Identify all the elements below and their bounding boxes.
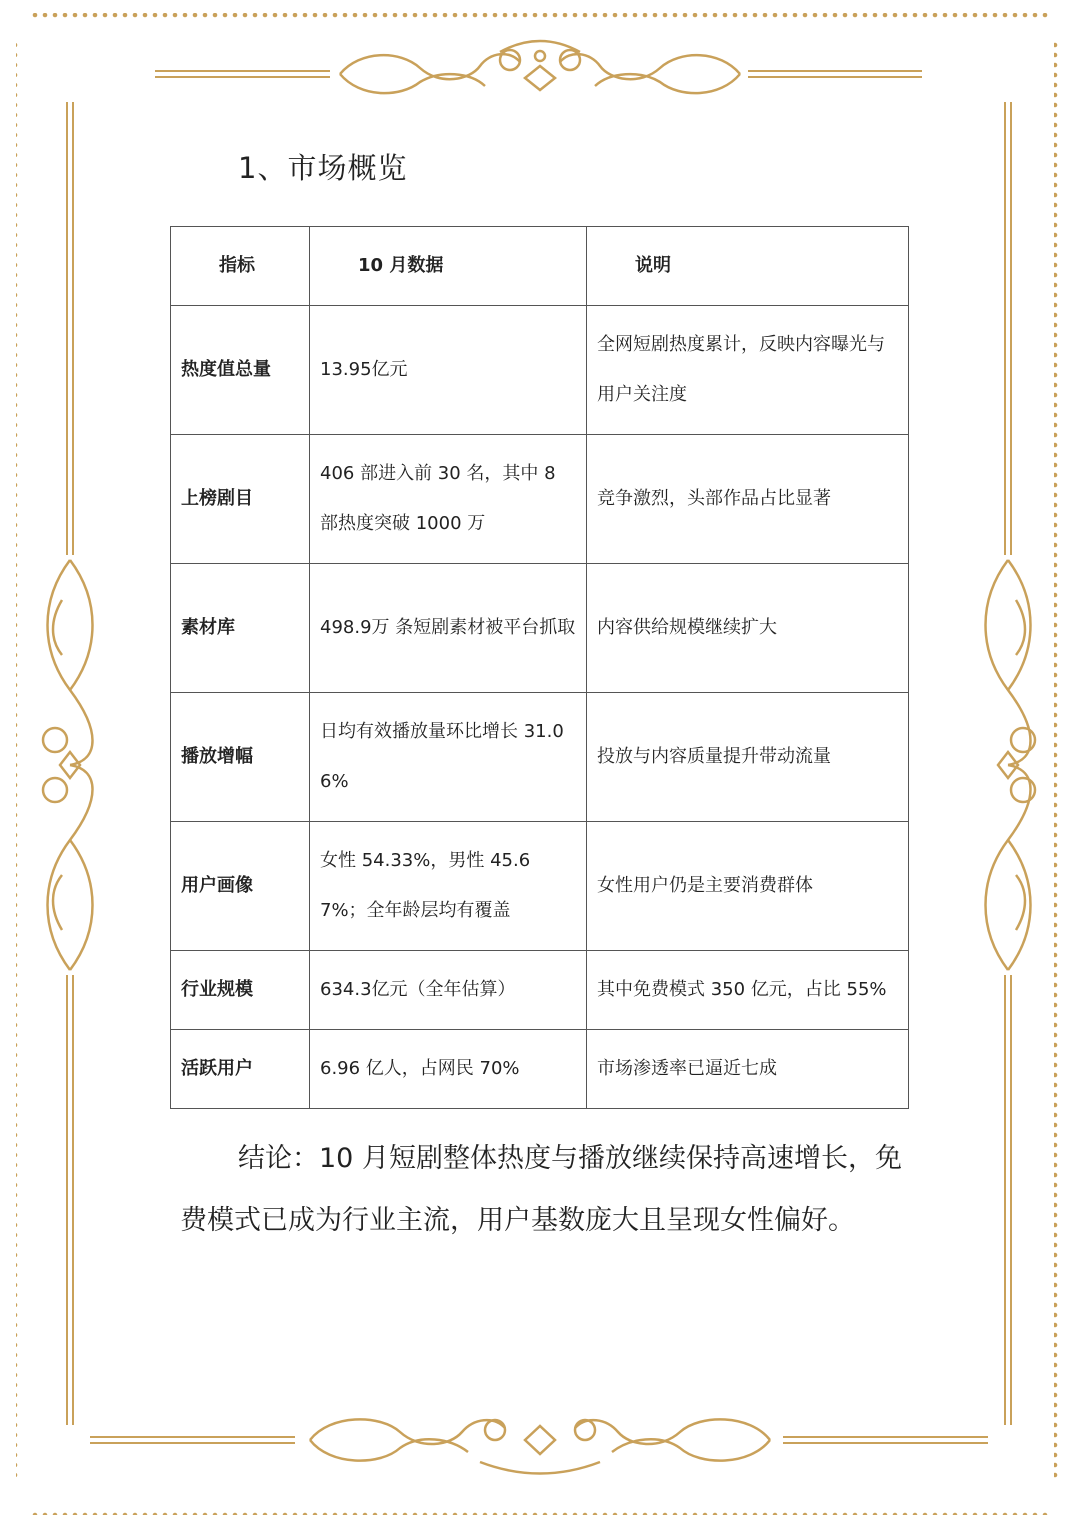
top-ornament (340, 41, 740, 93)
row-note: 女性用户仍是主要消费群体 (587, 822, 909, 951)
row-data: 498.9万 条短剧素材被平台抓取 (310, 564, 587, 693)
table-row (171, 306, 909, 435)
row-indicator: 播放增幅 (171, 693, 310, 822)
row-data: 634.3亿元（全年估算） (310, 951, 587, 1030)
row-data: 406 部进入前 30 名，其中 8 部热度突破 1000 万 (310, 435, 587, 564)
row-note: 全网短剧热度累计，反映内容曝光与用户关注度 (587, 306, 909, 435)
header-description: 说明 (587, 227, 909, 306)
header-indicator: 指标 (171, 227, 310, 306)
table-row (171, 1030, 909, 1109)
row-note: 投放与内容质量提升带动流量 (587, 693, 909, 822)
row-indicator: 素材库 (171, 564, 310, 693)
row-note: 市场渗透率已逼近七成 (587, 1030, 909, 1109)
row-indicator: 行业规模 (171, 951, 310, 1030)
row-indicator: 用户画像 (171, 822, 310, 951)
header-october-data: 10 月数据 (310, 227, 587, 306)
bottom-ornament (310, 1419, 770, 1473)
row-note: 内容供给规模继续扩大 (587, 564, 909, 693)
section-heading: 1、市场概览 (238, 151, 408, 185)
right-side-ornament (986, 560, 1036, 970)
row-data: 女性 54.33%，男性 45.67%；全年龄层均有覆盖 (310, 822, 587, 951)
row-indicator: 活跃用户 (171, 1030, 310, 1109)
market-overview-table (170, 226, 909, 1109)
table-header-row (171, 227, 909, 306)
row-data: 日均有效播放量环比增长 31.06% (310, 693, 587, 822)
table-row (171, 564, 909, 693)
table-row (171, 693, 909, 822)
row-data: 6.96 亿人，占网民 70% (310, 1030, 587, 1109)
row-indicator: 热度值总量 (171, 306, 310, 435)
table-row (171, 822, 909, 951)
row-indicator: 上榜剧目 (171, 435, 310, 564)
row-data: 13.95亿元 (310, 306, 587, 435)
table-row (171, 951, 909, 1030)
conclusion-paragraph: 结论：10 月短剧整体热度与播放继续保持高速增长，免费模式已成为行业主流，用户基数庞大且呈现女性偏好。 (180, 1143, 902, 1236)
left-side-ornament (43, 560, 93, 970)
row-note: 其中免费模式 350 亿元，占比 55% (587, 951, 909, 1030)
row-note: 竞争激烈，头部作品占比显著 (587, 435, 909, 564)
table-row (171, 435, 909, 564)
